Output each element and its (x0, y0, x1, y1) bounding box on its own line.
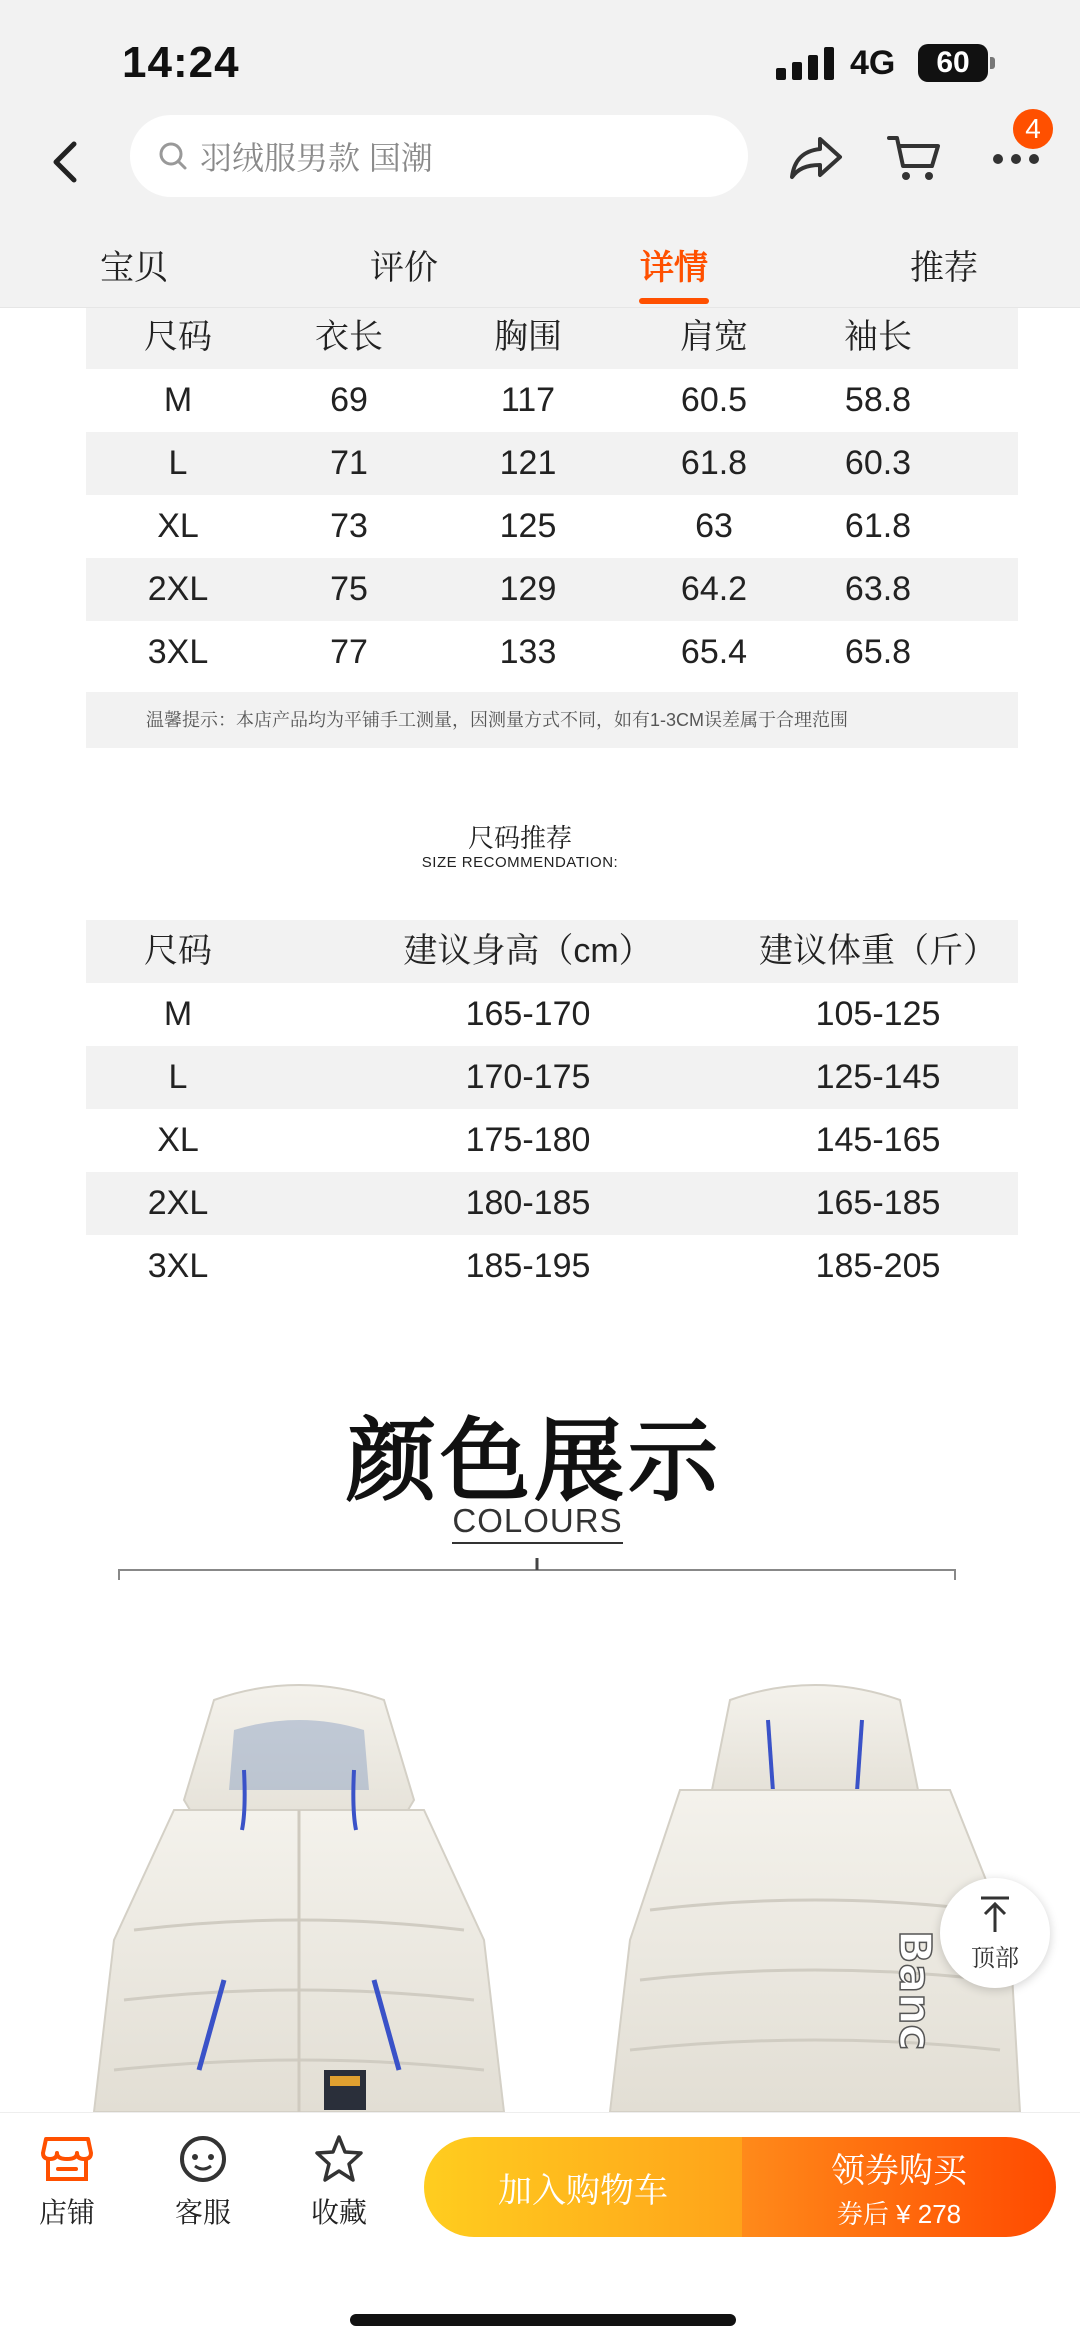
bracket-divider (118, 1550, 958, 1580)
table-cell: 73 (330, 507, 368, 545)
favorite-label: 收藏 (310, 2197, 367, 2228)
colors-subtitle: COLOURS (0, 1502, 1075, 1540)
search-bar[interactable] (130, 115, 748, 197)
table-row (86, 1172, 1018, 1235)
table-cell: L (168, 1058, 188, 1096)
scroll-top-button[interactable] (940, 1878, 1050, 1988)
shop-button[interactable] (12, 2133, 122, 2231)
store-icon (40, 2133, 94, 2185)
customer-service-button[interactable] (148, 2133, 258, 2231)
table-cell: XL (157, 1121, 199, 1159)
table-cell: 69 (330, 381, 368, 419)
table-cell: L (168, 444, 188, 482)
share-button[interactable] (786, 128, 846, 188)
table-cell: 165-185 (815, 1184, 941, 1222)
table-cell: 58.8 (844, 381, 912, 419)
table-cell: 2XL (147, 570, 209, 608)
table-cell: 175-180 (465, 1121, 591, 1159)
table-header-row (86, 920, 1018, 983)
tab-details[interactable]: 详情 (640, 240, 708, 289)
column-header: 尺码 (144, 932, 212, 970)
table-cell: 180-185 (465, 1184, 591, 1222)
section-title: 尺码推荐 (467, 823, 572, 853)
table-cell: 121 (499, 444, 557, 482)
back-button[interactable] (42, 132, 86, 192)
table-row (86, 1109, 1018, 1172)
table-cell: 61.8 (844, 507, 912, 545)
table-cell: 170-175 (465, 1058, 591, 1096)
cart-icon (886, 132, 942, 184)
table-cell: 165-170 (465, 995, 591, 1033)
tab-reviews[interactable]: 评价 (370, 249, 438, 287)
tab-recommend[interactable]: 推荐 (910, 249, 978, 287)
shop-label: 店铺 (38, 2197, 95, 2228)
section-subtitle: SIZE RECOMMENDATION: (421, 854, 619, 871)
size-table (86, 306, 1018, 684)
column-header: 袖长 (844, 318, 912, 356)
signal-icon (776, 46, 836, 80)
table-cell: 64.2 (680, 570, 748, 608)
column-header: 胸围 (494, 318, 562, 356)
home-indicator (350, 2314, 736, 2326)
tab-bar (0, 230, 1080, 308)
table-cell: 65.4 (680, 633, 748, 671)
table-cell: 63.8 (844, 570, 912, 608)
table-row (86, 983, 1018, 1046)
cart-button[interactable] (884, 128, 944, 188)
cart-badge: 4 (1010, 106, 1056, 152)
top-bar (0, 0, 1080, 308)
table-cell: 63 (695, 507, 733, 545)
table-cell: 133 (499, 633, 557, 671)
table-cell: 61.8 (680, 444, 748, 482)
bottom-action-bar (0, 2112, 1080, 2337)
table-cell: 185-205 (815, 1247, 941, 1285)
column-header: 尺码 (144, 318, 212, 356)
chevron-left-icon (50, 140, 78, 184)
scroll-top-label: 顶部 (971, 1944, 1019, 1972)
table-row (86, 1046, 1018, 1109)
table-cell: 125-145 (815, 1058, 941, 1096)
table-row (86, 621, 1018, 684)
buy-with-coupon-button[interactable] (742, 2137, 1056, 2237)
search-icon (158, 141, 188, 171)
column-header: 肩宽 (680, 318, 748, 356)
status-time: 14:24 (122, 38, 240, 87)
back-print-text: Banc (889, 1930, 940, 2051)
share-icon (788, 135, 844, 181)
chat-icon (176, 2133, 230, 2185)
add-to-cart-label: 加入购物车 (498, 2171, 668, 2210)
column-header: 建议身高（cm） (403, 932, 653, 970)
table-cell: 145-165 (815, 1121, 941, 1159)
table-row (86, 432, 1018, 495)
coupon-price: 券后 ¥ 278 (836, 2199, 962, 2229)
table-cell: 3XL (147, 633, 209, 671)
table-cell: 75 (330, 570, 368, 608)
table-cell: 71 (330, 444, 368, 482)
colors-title: 颜色展示 (346, 1412, 722, 1512)
table-cell: 65.8 (844, 633, 912, 671)
search-placeholder: 羽绒服男款 国潮 (200, 140, 433, 176)
tab-active-indicator (639, 298, 709, 304)
table-cell: 77 (330, 633, 368, 671)
favorite-button[interactable] (284, 2133, 394, 2231)
table-cell: 117 (500, 381, 556, 419)
add-to-cart-button[interactable] (424, 2137, 742, 2237)
jacket-front-image (84, 1680, 514, 2112)
table-row (86, 495, 1018, 558)
service-label: 客服 (174, 2197, 231, 2228)
arrow-up-icon (975, 1894, 1015, 1934)
table-row (86, 558, 1018, 621)
column-header: 衣长 (315, 318, 383, 356)
table-row (86, 369, 1018, 432)
size-recommendation-table (86, 920, 1018, 1298)
table-cell: M (163, 381, 193, 419)
table-cell: XL (157, 507, 199, 545)
column-header: 建议体重（斤） (759, 932, 997, 970)
table-cell: 60.5 (680, 381, 748, 419)
table-cell: M (163, 995, 193, 1033)
more-icon (991, 152, 1041, 166)
table-cell: 125 (499, 507, 557, 545)
table-cell: 60.3 (844, 444, 912, 482)
table-cell: 129 (499, 570, 557, 608)
table-cell: 105-125 (815, 995, 941, 1033)
tab-item[interactable]: 宝贝 (100, 249, 168, 287)
network-type: 4G (850, 44, 896, 82)
table-cell: 185-195 (465, 1247, 591, 1285)
measurement-note: 温馨提示：本店产品均为平铺手工测量，因测量方式不同，如有1-3CM误差属于合理范围 (86, 692, 1018, 748)
table-cell: 2XL (147, 1184, 209, 1222)
battery-icon: 60 (918, 44, 988, 82)
buy-label: 领券购买 (831, 2152, 967, 2190)
table-row (86, 1235, 1018, 1298)
table-cell: 3XL (147, 1247, 209, 1285)
table-header-row (86, 306, 1018, 369)
star-icon (312, 2133, 366, 2185)
